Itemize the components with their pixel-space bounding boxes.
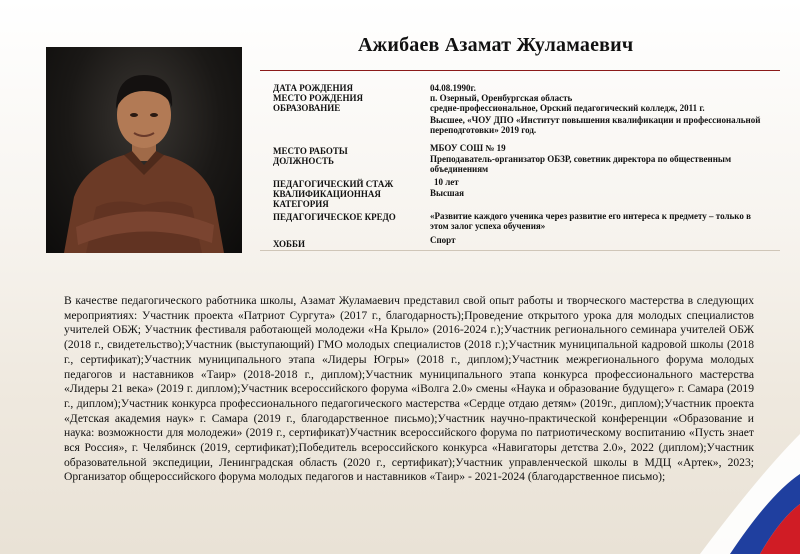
birth-date-label: ДАТА РОЖДЕНИЯ: [273, 83, 354, 93]
russian-flag-ribbon: [640, 394, 800, 554]
birth-place-value: п. Озерный, Оренбургская область: [430, 93, 573, 103]
credo-value: «Развитие каждого ученика через развитие его интереса к предмету – только в этом залог успеха обучения»: [430, 211, 751, 231]
work-place-label: МЕСТО РАБОТЫ: [273, 146, 348, 156]
experience-label: ПЕДАГОГИЧЕСКИЙ СТАЖ: [273, 179, 394, 189]
position-label: ДОЛЖНОСТЬ: [273, 156, 334, 166]
birth-date-value: 04.08.1990г.: [430, 83, 476, 93]
portrait-photo: [46, 47, 242, 253]
birth-place-label: МЕСТО РОЖДЕНИЯ: [273, 93, 363, 103]
person-name: Ажибаев Азамат Жуламаевич: [358, 34, 634, 56]
education-label: ОБРАЗОВАНИЕ: [273, 103, 341, 113]
work-place-value: МБОУ СОШ № 19: [430, 143, 506, 153]
education-value-1: средне-профессиональное, Орский педагогический колледж, 2011 г.: [430, 103, 705, 113]
title-divider: [260, 70, 780, 71]
category-label: КВАЛИФИКАЦИОННАЯ КАТЕГОРИЯ: [273, 189, 381, 209]
section-divider: [260, 250, 780, 251]
biography-text: В качестве педагогического работника школы, Азамат Жуламаевич представил свой опыт работы и творческого мастерства в следующих мероприятиях: Участник проекта «Патриот Сургута» (2017 г., благодарность);Проведение открытого урока для молодых специалистов учителей ОБЖ; Участник фестиваля работающей молодежи «На Крыло» (2016-2024 г.);Участник регионального семинара учителей ОБЖ (2018 г., свидетельство);Участник (выступающий) ГМО молодых специалистов (2018 г.);Участник муниципальной кадровой школы (2018 г., сертификат);Участник муниципального этапа «Лидеры Югры» (2018 г., диплом);Участник межрегионального форума молодых педагогов и наставников «Таир» (2018-2018 г., диплом);Участник муниципального этапа конкурса профессионального мастерства «Лидеры 21 века» (2019 г. диплом);Участник всероссийского форума «iВолга 2.0» смены «Наука и образование будущего» г. Самара (2019 г., диплом);Участник конкурса профессионального педагогического мастерства «Сердце отдаю детям» (2019г., диплом);Участник проекта «Детская академия наук» г. Самара (2019 г., благодарственное письмо);Участник научно-практической конференции «Образование и наука: возможности для молодежи» (2019 г., сертификат)Участник всероссийского форума по патриотическому воспитанию «Пусть знает вся Россия», г. Челябинск (2019, сертификат);Победитель всероссийского конкурса «Навигаторы детства 2.0», 2022 (диплом);Участник образовательной экспедиции, Ленинградская область (2020 г., сертификат);Участник управленческой школы в МДЦ «Артек», 2023; Организатор общероссийского форума молодых педагогов и наставников «Таир» - 2021-2024 (благодарственное письмо);: [64, 294, 754, 484]
hobby-value: Спорт: [430, 235, 456, 245]
hobby-label: ХОББИ: [273, 239, 305, 249]
position-value: Преподаватель-организатор ОБЗР, советник директора по общественным объединениям: [430, 154, 732, 174]
education-value-2: Высшее, «ЧОУ ДПО «Институт повышения квалификации и профессиональной переподготовки» 2019 год.: [430, 115, 761, 135]
person-illustration: [46, 47, 242, 253]
experience-value: 10 лет: [434, 177, 459, 187]
credo-label: ПЕДАГОГИЧЕСКОЕ КРЕДО: [273, 212, 396, 222]
category-value: Высшая: [430, 188, 464, 198]
